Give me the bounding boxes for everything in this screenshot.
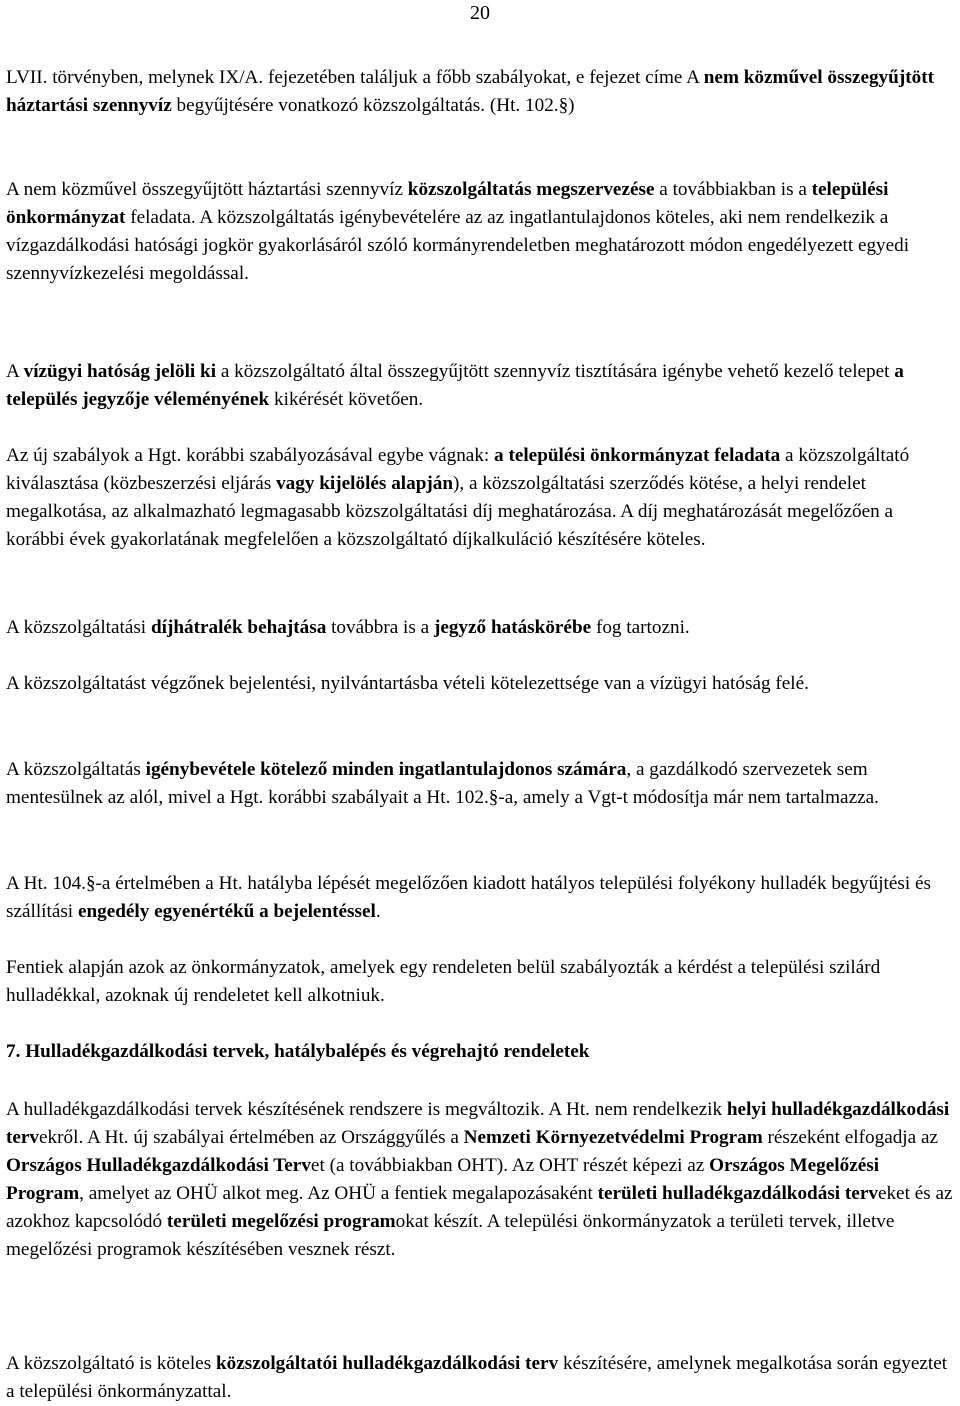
- paragraph-uj-szabalyok: Az új szabályok a Hgt. korábbi szabályozásával egybe vágnak: a települési önkormányzat feladata a közszolgáltató kiválasztása (közbeszerzési eljárás vagy kijelölés alapján), a közszolgáltatási szerződés kötése, a helyi rendelet megalkotása, az alkalmazható legmagasabb közszolgáltatási díj meghatározása. A díj meghatározását megelőzően a korábbi évek gyakorlatának megfelelően a közszolgáltató díjkalkuláció készítésére köteles.: [6, 445, 910, 550]
- page-number: 20: [470, 2, 490, 24]
- paragraph-dijhatralek: A közszolgáltatási díjhátralék behajtása továbbra is a jegyző hatáskörébe fog tartozni.: [6, 617, 690, 638]
- paragraph-ht-104: A Ht. 104.§-a értelmében a Ht. hatályba lépését megelőzően kiadott hatályos települési folyékony hulladék begyűjtési és szállítási engedély egyenértékű a bejelentéssel.: [6, 873, 931, 922]
- paragraph-ht-102: LVII. törvényben, melynek IX/A. fejezetében találjuk a főbb szabályokat, e fejezet címe A nem közművel összegyűjtött háztartási szennyvíz begyűjtésére vonatkozó közszolgáltatás. (Ht. 102.§): [6, 67, 934, 116]
- paragraph-bejelentesi-kotelezettseg: A közszolgáltatást végzőnek bejelentési, nyilvántartásba vételi kötelezettsége van a vízügyi hatóság felé.: [6, 673, 809, 694]
- paragraph-hulladekgazdalkodasi-tervek: A hulladékgazdálkodási tervek készítésének rendszere is megváltozik. A Ht. nem rendelkezik helyi hulladékgazdálkodási tervekről. A Ht. új szabályai értelmében az Országgyűlés a Nemzeti Környezetvédelmi Program részeként elfogadja az Országos Hulladékgazdálkodási Tervet (a továbbiakban OHT). Az OHT részét képezi az Országos Megelőzési Program, amelyet az OHÜ alkot meg. Az OHÜ a fentiek megalapozásaként területi hulladékgazdálkodási terveket és az azokhoz kapcsolódó területi megelőzési programokat készít. A települési önkormányzatok a területi tervek, illetve megelőzési programok készítésében vesznek részt.: [6, 1099, 953, 1260]
- paragraph-kozszolgaltatoi-terv: A közszolgáltató is köteles közszolgáltatói hulladékgazdálkodási terv készítésére, amelynek megalkotása során egyeztet a települési önkormányzattal.: [6, 1353, 948, 1402]
- paragraph-kozszolgaltatas-megszervezese: A nem közművel összegyűjtött háztartási szennyvíz közszolgáltatás megszervezése a továbbiakban is a települési önkormányzat feladata. A közszolgáltatás igénybevételére az az ingatlantulajdonos köteles, aki nem rendelkezik a vízgazdálkodási hatósági jogkör gyakorlásáról szóló kormányrendeletben meghatározott módon engedélyezett egyedi szennyvízkezelési megoldással.: [6, 179, 910, 284]
- section-heading-7: 7. Hulladékgazdálkodási tervek, hatálybalépés és végrehajtó rendeletek: [6, 1041, 590, 1062]
- paragraph-vizugyi-hatosag: A vízügyi hatóság jelöli ki a közszolgáltató által összegyűjtött szennyvíz tisztítására igénybe vehető kezelő telepet a település jegyzője véleményének kikérését követően.: [6, 361, 904, 410]
- paragraph-igenybevetel-kotelezo: A közszolgáltatás igénybevétele kötelező minden ingatlantulajdonos számára, a gazdálkodó szervezetek sem mentesülnek az alól, mivel a Hgt. korábbi szabályait a Ht. 102.§-a, amely a Vgt-t módosítja már nem tartalmazza.: [6, 759, 879, 808]
- paragraph-fentiek-alapjan: Fentiek alapján azok az önkormányzatok, amelyek egy rendeleten belül szabályozták a kérdést a települési szilárd hulladékkal, azoknak új rendeletet kell alkotniuk.: [6, 957, 881, 1006]
